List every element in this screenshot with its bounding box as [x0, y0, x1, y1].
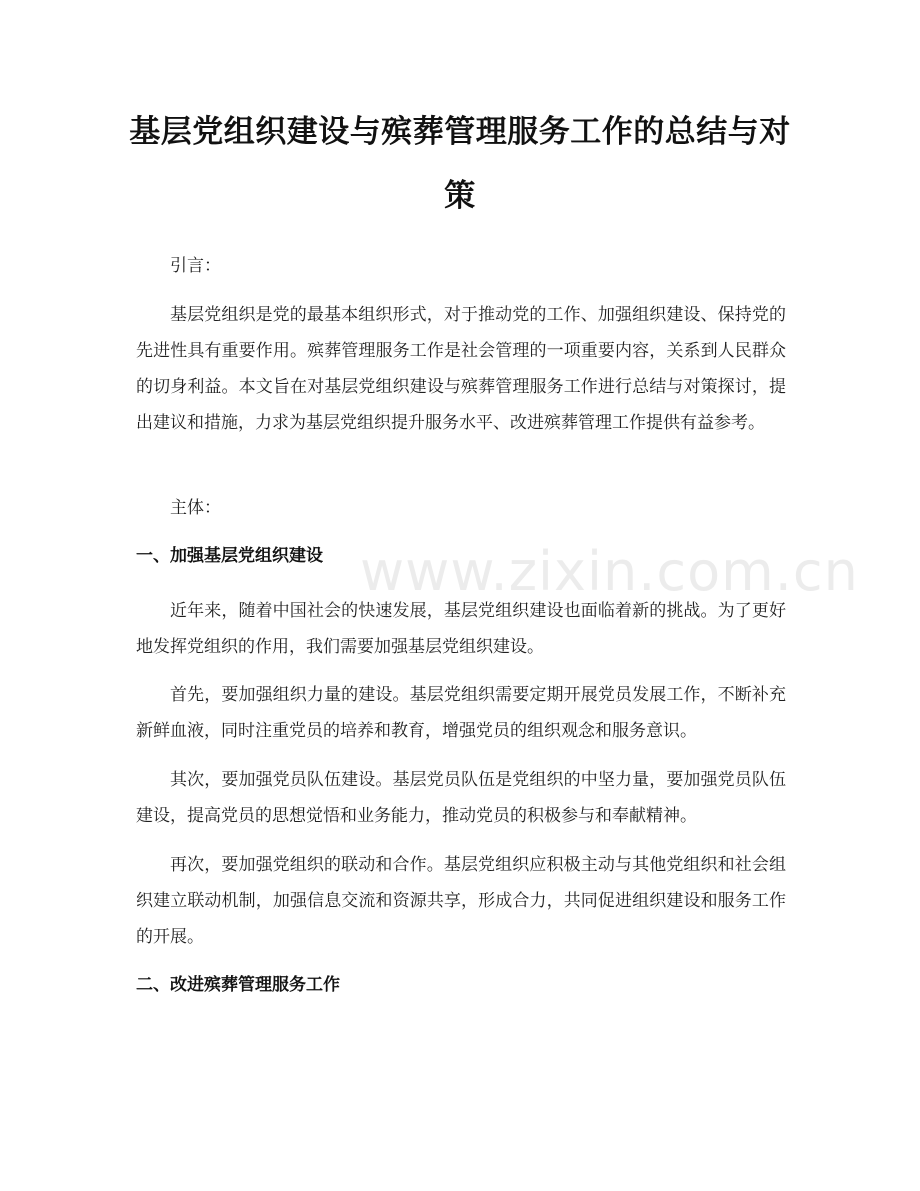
section1-paragraph-2: 首先，要加强组织力量的建设。基层党组织需要定期开展党员发展工作，不断补充新鲜血液，同时注重党员的培养和教育，增强党员的组织观念和服务意识。: [136, 685, 786, 741]
section1-paragraph-1: 近年来，随着中国社会的快速发展，基层党组织建设也面临着新的挑战。为了更好地发挥党组织的作用，我们需要加强基层党组织建设。: [136, 601, 786, 657]
intro-paragraph: 基层党组织是党的最基本组织形式，对于推动党的工作、加强组织建设、保持党的先进性具有重要作用。殡葬管理服务工作是社会管理的一项重要内容，关系到人民群众的切身利益。本文旨在对基层党组织建设与殡葬管理服务工作进行总结与对策探讨，提出建议和措施，力求为基层党组织提升服务水平、改进殡葬管理工作提供有益参考。: [136, 305, 786, 433]
body-label: 主体：: [170, 498, 221, 518]
document-title: 基层党组织建设与殡葬管理服务工作的总结与对策: [129, 114, 791, 214]
watermark: www.zixin.com.cn: [360, 540, 859, 603]
section-heading-2: 二、改进殡葬管理服务工作: [136, 975, 340, 995]
section1-paragraph-3: 其次，要加强党员队伍建设。基层党员队伍是党组织的中坚力量，要加强党员队伍建设，提高党员的思想觉悟和业务能力，推动党员的积极参与和奉献精神。: [136, 770, 786, 826]
intro-label: 引言：: [170, 256, 221, 276]
section-heading-1: 一、加强基层党组织建设: [136, 546, 323, 566]
section1-paragraph-4: 再次，要加强党组织的联动和合作。基层党组织应积极主动与其他党组织和社会组织建立联动机制，加强信息交流和资源共享，形成合力，共同促进组织建设和服务工作的开展。: [136, 855, 786, 947]
